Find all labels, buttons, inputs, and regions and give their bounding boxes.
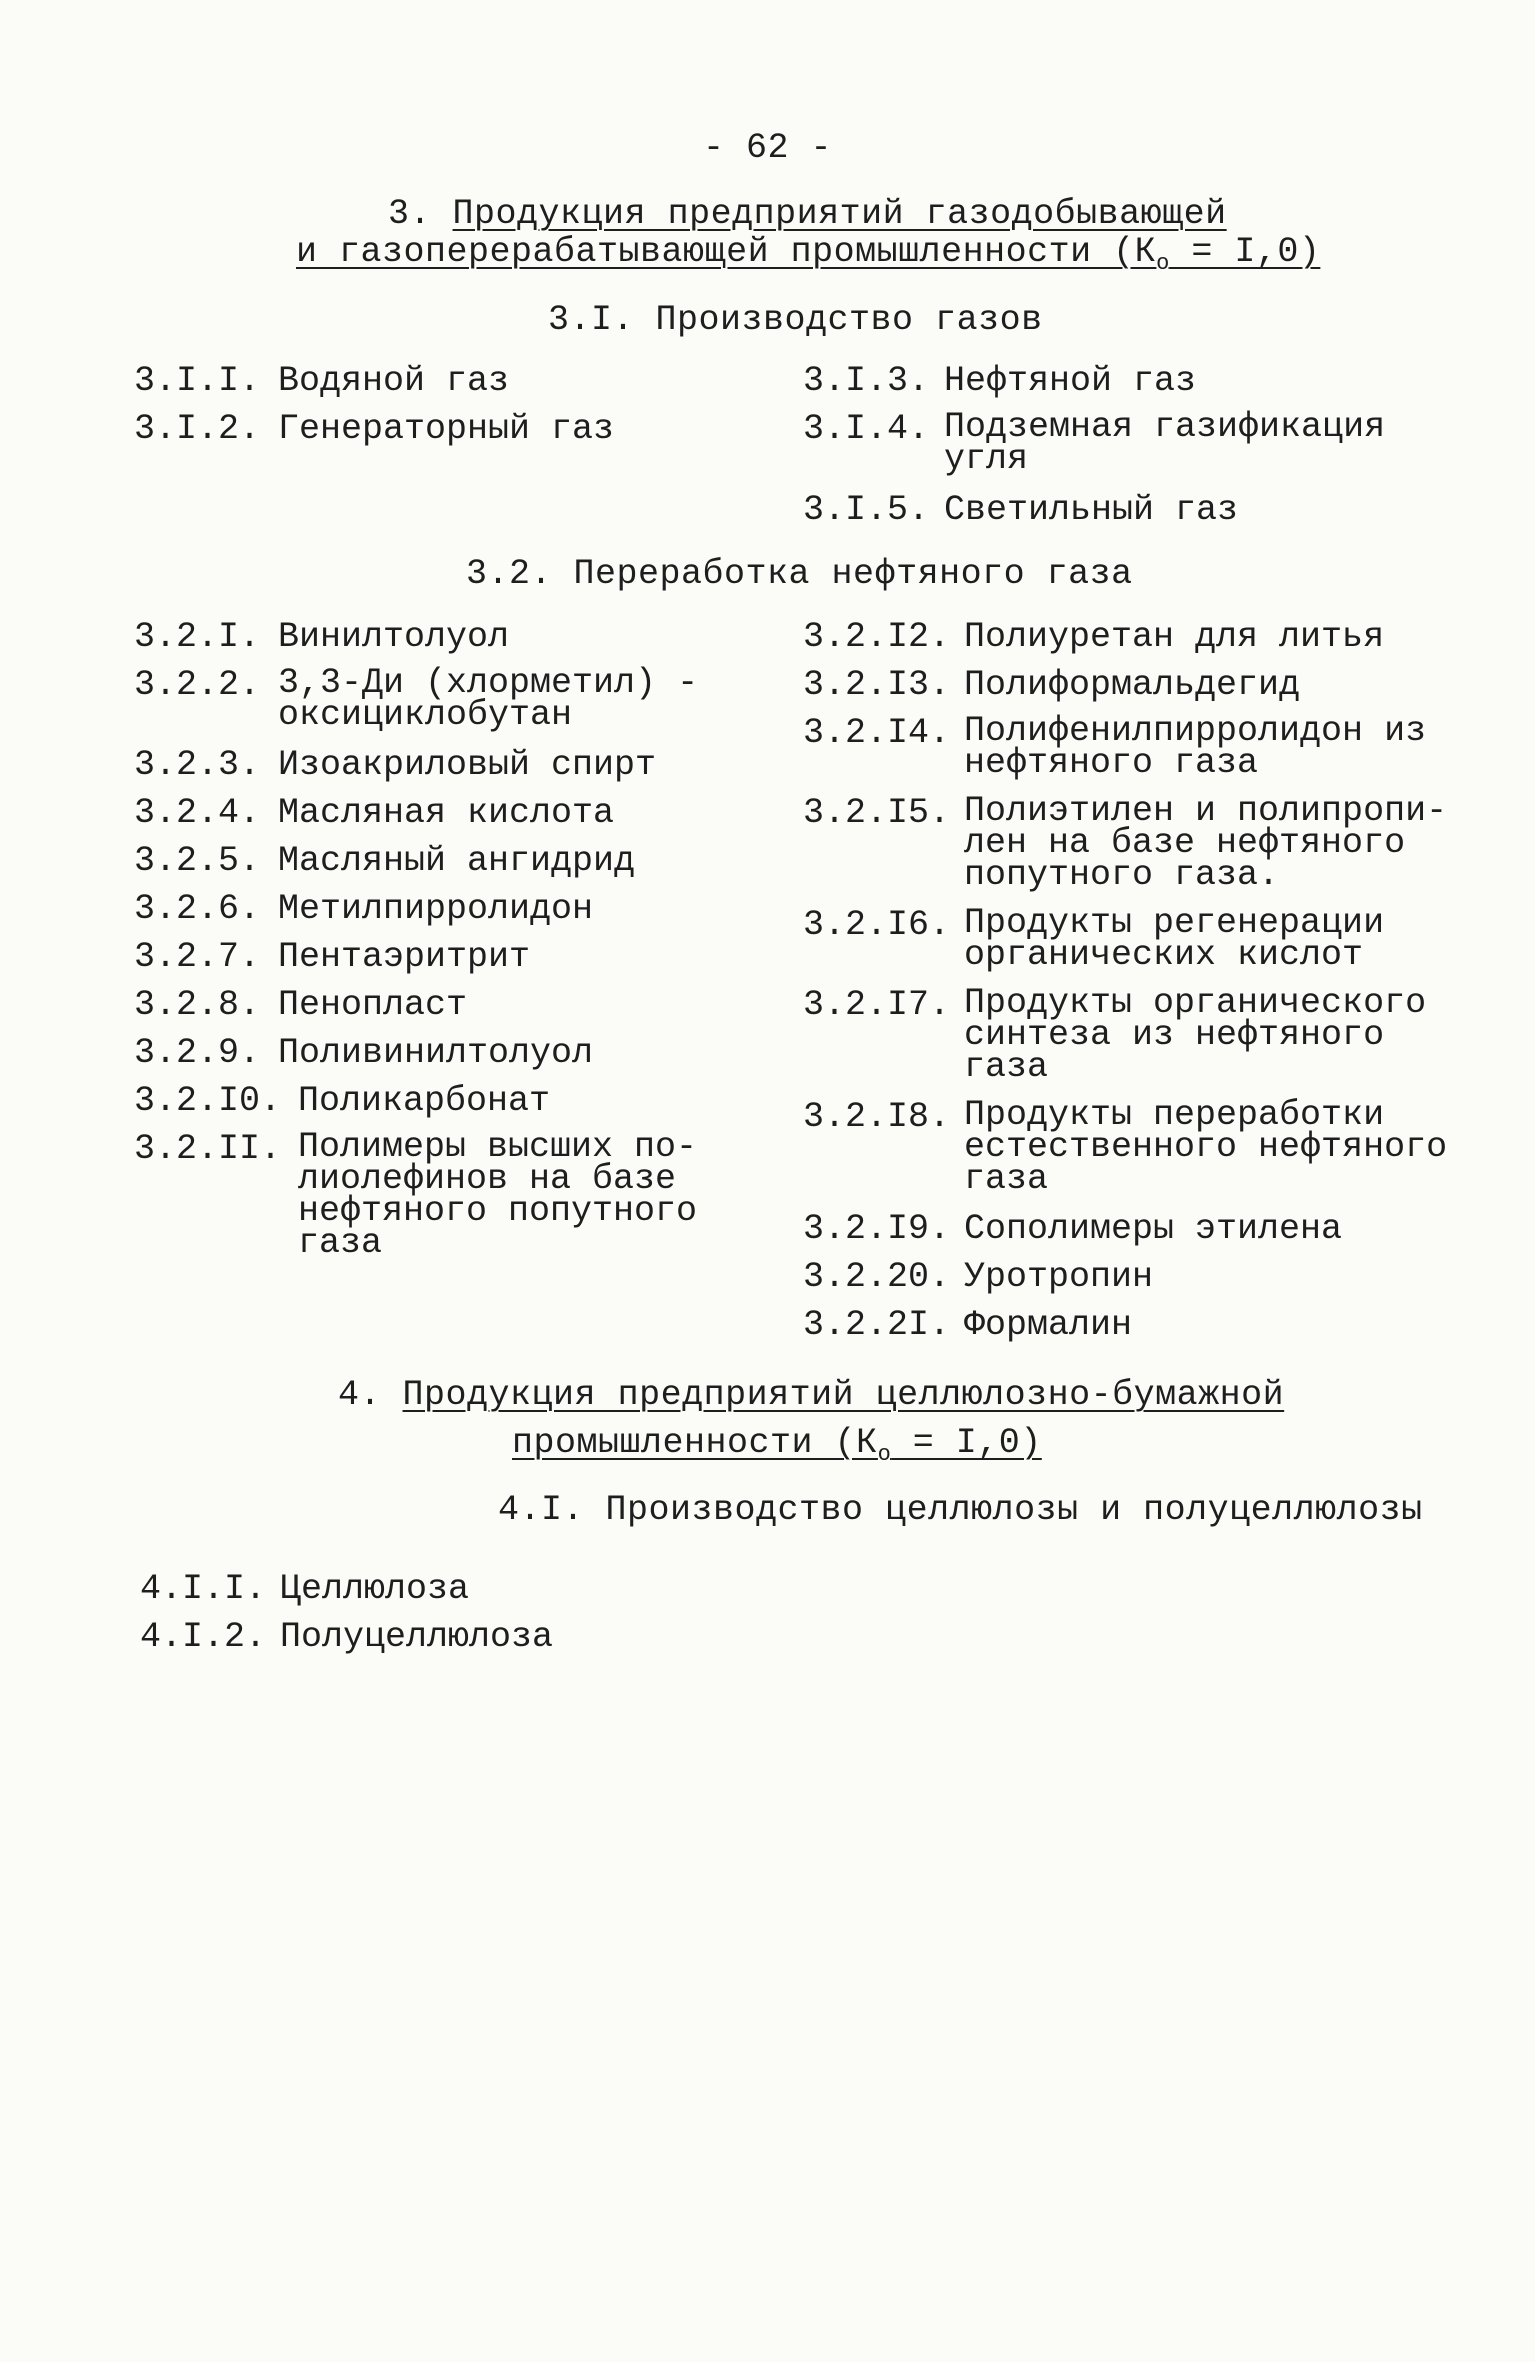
item-text: Полиуретан для литья <box>964 617 1385 657</box>
section-3-title-line2: и газоперерабатывающей промышленности $(К_о = I,0)$ <box>296 232 1321 276</box>
item-text: Светильный газ <box>944 490 1239 530</box>
item-text: Полиэтилен и полипропи- лен на базе нефтяного попутного газа. <box>964 791 1448 895</box>
item-number: 3.2.20. <box>803 1257 951 1297</box>
item-text: Продукты регенерации органических кислот <box>964 903 1385 975</box>
item-text: Поликарбонат <box>298 1081 551 1121</box>
item-text: Метилпирролидон <box>278 889 594 929</box>
item-text: Винилтолуол <box>278 617 510 657</box>
item-number: 3.2.I0. <box>134 1081 282 1121</box>
section-4-title-text: Продукция предприятий целлюлозно-бумажной <box>402 1375 1285 1415</box>
section-3-title-text: Продукция предприятий газодобывающей <box>452 194 1227 234</box>
section-3-title-line1 <box>388 196 1227 232</box>
item-number: 3.2.I5. <box>803 793 951 833</box>
item-number: 3.2.2I. <box>803 1305 951 1345</box>
item-text: Изоакриловый спирт <box>278 745 657 785</box>
item-number: 3.I.4. <box>803 409 930 449</box>
item-text: Подземная газификация угля <box>944 407 1386 479</box>
item-text: Поливинилтолуол <box>278 1033 594 1073</box>
item-number: 3.2.2. <box>134 665 261 705</box>
item-number: 3.2.8. <box>134 985 261 1025</box>
item-text: Целлюлоза <box>280 1569 470 1609</box>
item-number: 3.2.I9. <box>803 1209 951 1249</box>
item-text: Нефтяной газ <box>944 361 1197 401</box>
item-number: 3.2.I2. <box>803 617 951 657</box>
item-text: Продукты органического синтеза из нефтяного газа <box>964 983 1427 1087</box>
section-3-number: 3. <box>388 194 432 234</box>
item-number: 3.I.3. <box>803 361 930 401</box>
item-number: 3.I.I. <box>134 361 261 401</box>
item-text: Генераторный газ <box>278 409 615 449</box>
item-number: 3.2.3. <box>134 745 261 785</box>
item-text: Продукты переработки естественного нефтяного газа <box>964 1095 1448 1199</box>
item-number: 3.2.6. <box>134 889 261 929</box>
item-text: Водяной газ <box>278 361 510 401</box>
item-text: Пентаэритрит <box>278 937 531 977</box>
item-text: Масляная кислота <box>278 793 615 833</box>
item-number: 3.2.I8. <box>803 1097 951 1137</box>
item-text: Пенопласт <box>278 985 468 1025</box>
subsection-4-1-heading: 4.I. Производство целлюлозы и полуцеллюлозы <box>498 1490 1423 1530</box>
item-text: Полимеры высших по- лиолефинов на базе нефтяного попутного газа <box>298 1127 698 1263</box>
item-number: 3.2.4. <box>134 793 261 833</box>
item-number: 4.I.I. <box>140 1569 267 1609</box>
item-number: 3.I.5. <box>803 490 930 530</box>
item-number: 3.2.I4. <box>803 713 951 753</box>
item-number: 3.2.5. <box>134 841 261 881</box>
item-text: Полуцеллюлоза <box>280 1617 554 1657</box>
section-4-title-line2: промышленности $(К_о = I,0)$ <box>512 1423 1042 1467</box>
subsection-3-1-heading: 3.I. Производство газов <box>548 300 1043 340</box>
item-number: 3.2.I3. <box>803 665 951 705</box>
item-text: Полиформальдегид <box>964 665 1301 705</box>
item-text: Формалин <box>964 1305 1133 1345</box>
section-4-number: 4. <box>338 1375 382 1415</box>
item-text: Полифенилпирролидон из нефтяного газа <box>964 711 1427 783</box>
item-text: Сополимеры этилена <box>964 1209 1343 1249</box>
item-number: 3.2.I. <box>134 617 261 657</box>
item-number: 3.I.2. <box>134 409 261 449</box>
item-text: Уротропин <box>964 1257 1154 1297</box>
item-number: 3.2.7. <box>134 937 261 977</box>
item-number: 3.2.9. <box>134 1033 261 1073</box>
subsection-3-2-heading: 3.2. Переработка нефтяного газа <box>466 554 1133 594</box>
item-number: 3.2.I7. <box>803 985 951 1025</box>
item-number: 4.I.2. <box>140 1617 267 1657</box>
item-text: Масляный ангидрид <box>278 841 636 881</box>
page-number: - 62 - <box>702 128 833 168</box>
section-4-title-line1 <box>338 1377 1284 1413</box>
item-text: 3,3-Ди (хлорметил) - оксициклобутан <box>278 663 699 735</box>
item-number: 3.2.I6. <box>803 905 951 945</box>
item-number: 3.2.II. <box>134 1129 282 1169</box>
